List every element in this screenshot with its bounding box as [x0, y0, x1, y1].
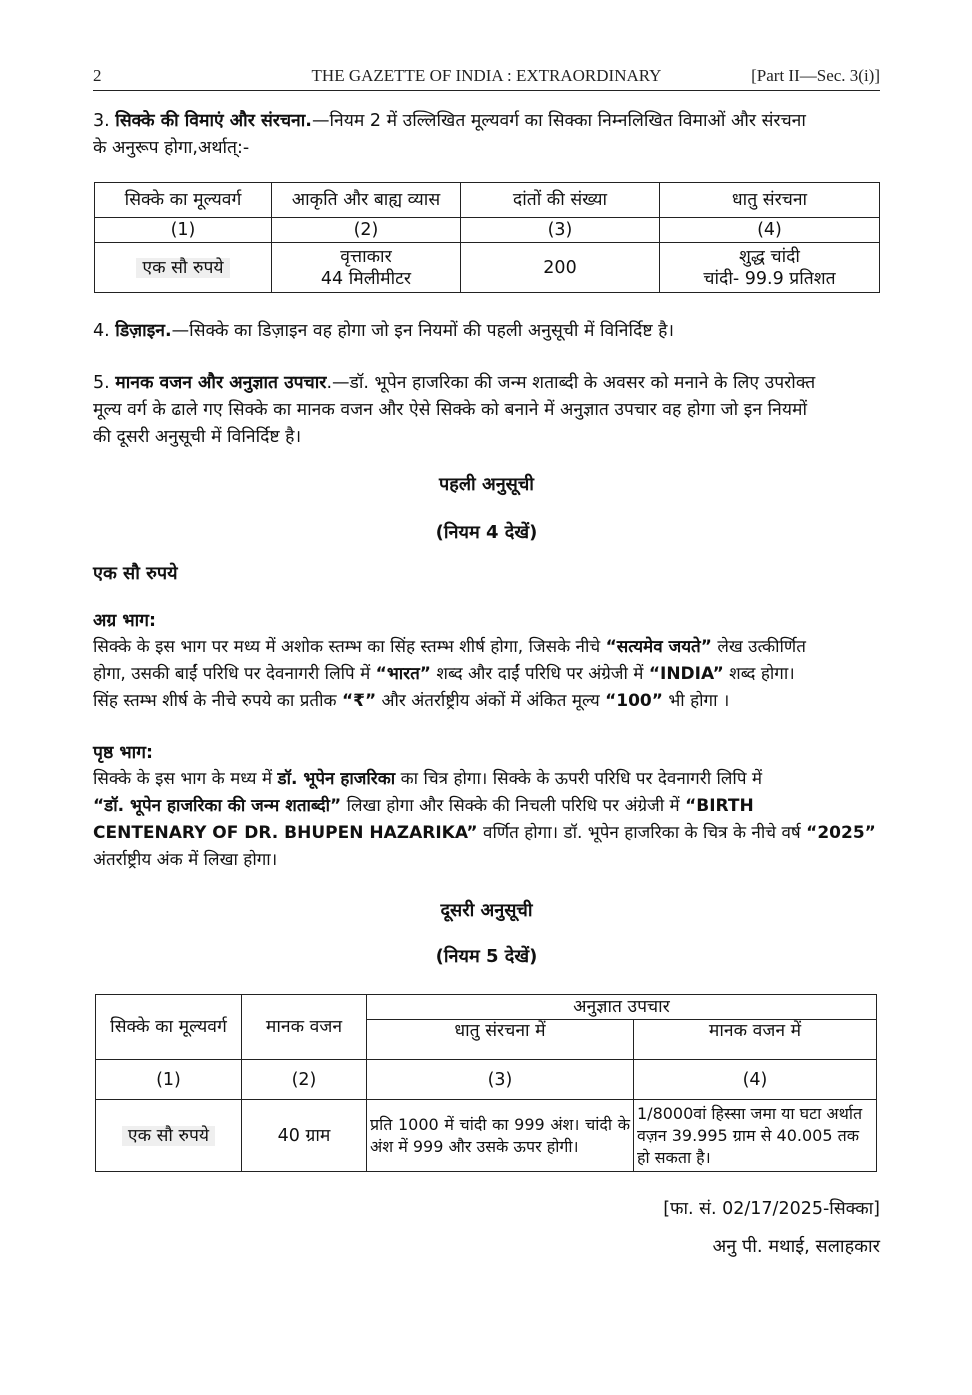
reverse-l3b: वर्णित होगा। डॉ. भूपेन हाजरिका के चित्र के नीचे वर्ष [477, 823, 807, 843]
obverse-motto: “सत्यमेव जयते” [605, 637, 712, 657]
file-number: [फा. सं. 02/17/2025-सिक्का] [663, 1199, 880, 1219]
reverse-heading: पृष्ठ भाग: [93, 743, 154, 763]
obverse-l2e: शब्द होगा। [723, 664, 795, 684]
table-row [95, 243, 880, 293]
weight-remedy-cell: 1/8000वां हिस्सा जमा या घटा अर्थात वज़न 39.995 ग्राम से 40.005 तक हो सकता है। [634, 1100, 877, 1172]
reverse-l1a: सिक्के के इस भाग के मध्य में [93, 769, 278, 789]
gazette-title: THE GAZETTE OF INDIA : EXTRAORDINARY [311, 66, 662, 85]
obverse-value: “100” [605, 691, 663, 711]
section-3-heading: सिक्के की विमाएं और संरचना. [115, 111, 312, 131]
obverse-l3e: भी होगा । [662, 691, 730, 711]
table-number-cell: (3) [461, 218, 660, 243]
section-4-heading: डिज़ाइन. [115, 321, 172, 341]
purity-value: चांदी- 99.9 प्रतिशत [703, 268, 836, 289]
table-number-cell: (1) [95, 218, 272, 243]
diameter-value: 44 मिलीमीटर [320, 268, 412, 289]
obverse-text [93, 634, 880, 715]
section-5-text-line3: की दूसरी अनुसूची में विनिर्दिष्ट है। [93, 427, 302, 447]
table-number-cell: (4) [634, 1060, 877, 1100]
table-number-row [95, 218, 880, 243]
table-row [96, 1100, 877, 1172]
metal-value: शुद्ध चांदी [739, 246, 800, 267]
table-header-cell: दांतों की संख्या [461, 183, 660, 218]
reverse-name: डॉ. भूपेन हाजरिका [277, 769, 396, 789]
obverse-l2c: शब्द और दाईं परिधि पर अंग्रेजी में [430, 664, 649, 684]
dimensions-table [94, 182, 880, 293]
table-number-cell: (3) [367, 1060, 634, 1100]
schedule-1-rule-ref: (नियम 4 देखें) [435, 522, 538, 543]
denomination-cell [95, 243, 272, 293]
reverse-centenary: CENTENARY OF DR. BHUPEN HAZARIKA” [93, 823, 478, 843]
section-3-text-line1: —नियम 2 में उल्लिखित मूल्यवर्ग का सिक्का निम्नलिखित विमाओं और संरचना [311, 111, 806, 131]
table-header-cell: अनुज्ञात उपचार [367, 995, 877, 1020]
table-header-cell: धातु संरचना [660, 183, 880, 218]
serrations-cell: 200 [461, 243, 660, 293]
obverse-rupee-symbol: “₹” [341, 691, 377, 711]
shape-value: वृत्ताकार [340, 246, 392, 267]
section-3-text-line2: के अनुरूप होगा,अर्थात्:- [93, 138, 250, 158]
table-header-cell: आकृति और बाह्य व्यास [272, 183, 461, 218]
section-5-text-line1: .—डॉ. भूपेन हाजरिका की जन्म शताब्दी के अवसर को मनाने के लिए उपरोक्त [326, 373, 816, 393]
reverse-year: “2025” [806, 823, 876, 843]
table-header-cell: मानक वजन में [634, 1020, 877, 1060]
reverse-inscription: “डॉ. भूपेन हाजरिका की जन्म शताब्दी” [93, 796, 342, 816]
section-3-number: 3. [93, 111, 110, 131]
schedule-1-title: पहली अनुसूची [439, 474, 534, 495]
table-number-row [96, 1060, 877, 1100]
obverse-l2a: होगा, उसकी बाईं परिधि पर देवनागरी लिपि में [93, 664, 376, 684]
table-header-row [96, 995, 877, 1020]
schedule-2-rule-ref: (नियम 5 देखें) [435, 946, 538, 967]
table-header-cell: सिक्के का मूल्यवर्ग [96, 995, 242, 1060]
schedule-1-denomination: एक सौ रुपये [93, 563, 178, 584]
obverse-l1a: सिक्के के इस भाग पर मध्य में अशोक स्तम्भ का सिंह स्तम्भ शीर्ष होगा, जिसके नीचे [93, 637, 606, 657]
obverse-bharat: “भारत” [375, 664, 431, 684]
section-5-number: 5. [93, 373, 110, 393]
obverse-heading: अग्र भाग: [93, 611, 157, 631]
reverse-birth: “BIRTH [685, 796, 754, 816]
reverse-l2b: लिखा होगा और सिक्के की निचली परिधि पर अंग्रेजी में [341, 796, 686, 816]
schedule-2-title: दूसरी अनुसूची [440, 900, 533, 921]
denomination-cell [96, 1100, 242, 1172]
signatory: अनु पी. मथाई, सलाहकार [712, 1236, 880, 1257]
table-number-cell: (4) [660, 218, 880, 243]
section-3 [93, 108, 880, 162]
denomination-value: एक सौ रुपये [136, 258, 229, 278]
page-number: 2 [93, 66, 102, 85]
reverse-text [93, 766, 880, 874]
section-5-heading: मानक वजन और अनुज्ञात उपचार [115, 373, 327, 393]
denomination-value: एक सौ रुपये [122, 1126, 215, 1146]
section-4-number: 4. [93, 321, 110, 341]
obverse-l3c: और अंतर्राष्ट्रीय अंकों में अंकित मूल्य [376, 691, 606, 711]
header-divider [93, 90, 880, 91]
metal-cell [660, 243, 880, 293]
section-4 [93, 318, 880, 345]
table-number-cell: (2) [272, 218, 461, 243]
table-header-cell: सिक्के का मूल्यवर्ग [95, 183, 272, 218]
weight-cell: 40 ग्राम [242, 1100, 367, 1172]
table-number-cell: (2) [242, 1060, 367, 1100]
table-header-cell: मानक वजन [242, 995, 367, 1060]
gazette-part: [Part II—Sec. 3(i)] [751, 66, 880, 85]
reverse-l1c: का चित्र होगा। सिक्के के ऊपरी परिधि पर देवनागरी लिपि में [395, 769, 763, 789]
obverse-l3a: सिंह स्तम्भ शीर्ष के नीचे रुपये का प्रतीक [93, 691, 342, 711]
section-5-text-line2: मूल्य वर्ग के ढाले गए सिक्के का मानक वजन और ऐसे सिक्के को बनाने में अनुज्ञात उपचार वह होगा जो इन नियमों [93, 400, 808, 420]
section-4-text: —सिक्के का डिज़ाइन वह होगा जो इन नियमों की पहली अनुसूची में विनिर्दिष्ट है। [171, 321, 675, 341]
reverse-l4: अंतर्राष्ट्रीय अंक में लिखा होगा। [93, 850, 278, 870]
table-number-cell: (1) [96, 1060, 242, 1100]
composition-cell: प्रति 1000 में चांदी का 999 अंश। चांदी के अंश में 999 और उसके ऊपर होगी। [367, 1100, 634, 1172]
section-5 [93, 370, 880, 451]
obverse-india: “INDIA” [648, 664, 724, 684]
table-header-row [95, 183, 880, 218]
remedy-table [95, 994, 877, 1172]
table-header-cell: धातु संरचना में [367, 1020, 634, 1060]
obverse-l1c: लेख उत्कीर्णित [711, 637, 806, 657]
shape-cell [272, 243, 461, 293]
